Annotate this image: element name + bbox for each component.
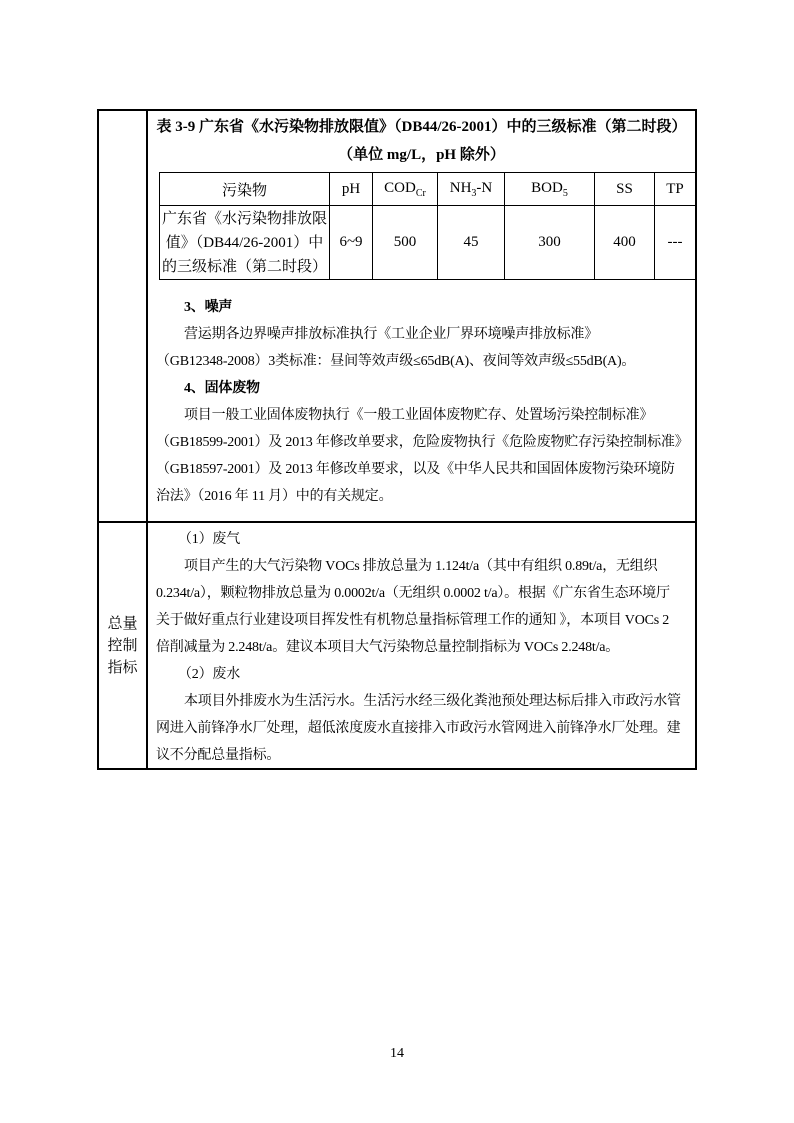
header-bod5: $BOD_5$ (505, 173, 595, 206)
waste-gas-line: 0.234t/a），颗粒物排放总量为 0.0002t/a（无组织 0.0002 t/a）。根据《广东省生态环境厅 (156, 586, 670, 601)
header-ss: SS (595, 173, 655, 206)
row1-label-cell-empty (99, 111, 148, 523)
cell-tp-value: --- (655, 206, 696, 280)
waste-water-heading: （2）废水 (178, 667, 240, 682)
row-label-line: 总量 (107, 615, 138, 632)
row-label-line: 指标 (107, 659, 138, 676)
total-control-label-cell (99, 523, 148, 768)
solid-waste-line: 治法》（2016 年 11 月）中的有关规定。 (156, 489, 393, 504)
waste-gas-line: 关于做好重点行业建设项目挥发性有机物总量指标管理工作的通知 》，本项目 VOCs 2 (156, 613, 670, 628)
standards-table-data-row (160, 206, 696, 280)
waste-gas-line: 项目产生的大气污染物 VOCs 排放总量为 1.124t/a（其中有组织 0.89t/a，无组织 (184, 559, 658, 574)
standards-table (159, 172, 695, 280)
standards-section (148, 111, 695, 523)
cell-standard-name: 广东省《水污染物排放限值》（DB44/26-2001）中的三级标准（第二时段） (160, 206, 330, 280)
header-cod: $COD_{Cr}$ (373, 173, 438, 206)
waste-water-line: 议不分配总量指标。 (156, 748, 281, 763)
waste-water-line: 网进入前锋净水厂处理，超低浓度废水直接排入市政污水管网进入前锋净水厂处理。建 (156, 721, 681, 736)
waste-gas-heading: （1）废气 (178, 532, 240, 547)
cell-nh3n-value: 45 (438, 206, 505, 280)
solid-waste-line: 项目一般工业固体废物执行《一般工业固体废物贮存、处置场污染控制标准》 (184, 408, 654, 423)
total-control-section (148, 523, 695, 768)
noise-line: （GB12348-2008）3类标准：昼间等效声级≤65dB(A)、夜间等效声级≤55dB(A)。 (156, 354, 636, 369)
noise-heading: 3、噪声 (184, 300, 233, 315)
solid-waste-line: （GB18597-2001）及 2013 年修改单要求，以及《中华人民共和国固体废物污染环境防 (156, 462, 675, 477)
cell-cod-value: 500 (373, 206, 438, 280)
noise-and-solidwaste-paragraphs (156, 294, 687, 510)
header-pollutant: 污染物 (160, 173, 330, 206)
header-tp: TP (655, 173, 696, 206)
cell-ss-value: 400 (595, 206, 655, 280)
header-ph: pH (330, 173, 373, 206)
cell-bod5-value: 300 (505, 206, 595, 280)
noise-line: 营运期各边界噪声排放标准执行《工业企业厂界环境噪声排放标准》 (184, 327, 598, 342)
row-label-line: 控制 (107, 637, 138, 654)
solid-waste-heading: 4、固体废物 (184, 381, 260, 396)
waste-water-line: 本项目外排废水为生活污水。生活污水经三级化粪池预处理达标后排入市政污水管 (184, 694, 681, 709)
header-nh3n: $NH_3-N$ (438, 173, 505, 206)
solid-waste-line: （GB18599-2001）及 2013 年修改单要求，危险废物执行《危险废物贮存污染控制标准》 (156, 435, 689, 450)
table-title-line1: 表 3-9 广东省《水污染物排放限值》（DB44/26-2001）中的三级标准（第二时段） (156, 119, 687, 135)
table-title-line2: （单位 mg/L，pH 除外） (338, 147, 505, 163)
content-table (97, 109, 697, 770)
standards-table-header-row (160, 173, 696, 206)
page-number: 14 (390, 1046, 404, 1061)
waste-gas-line: 倍削减量为 2.248t/a。建议本项目大气污染物总量控制指标为 VOCs 2.248t/a。 (156, 640, 620, 655)
cell-ph-value: 6~9 (330, 206, 373, 280)
